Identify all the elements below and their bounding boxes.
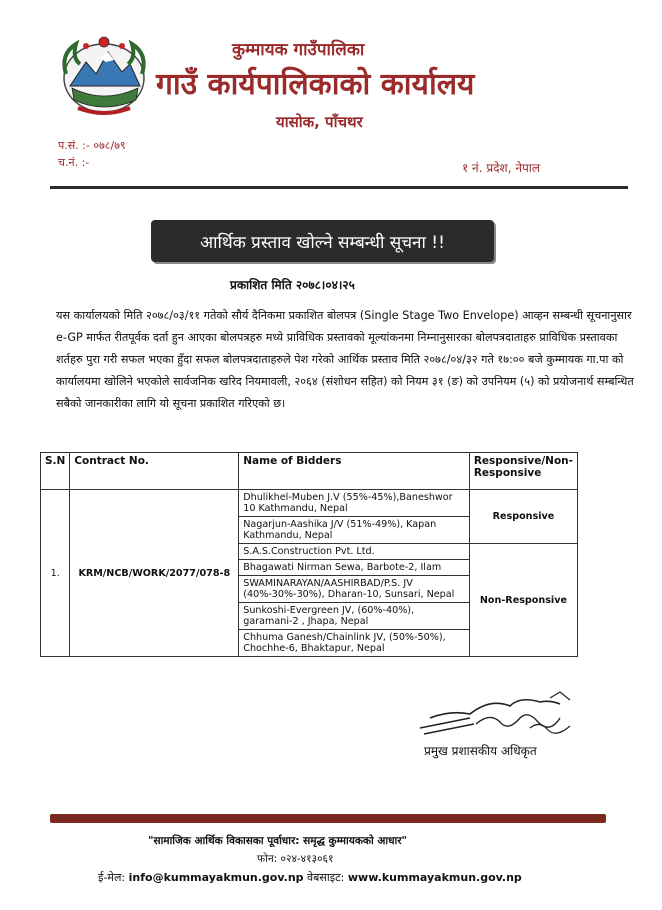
header-responsive: Responsive/Non-Responsive <box>469 453 577 490</box>
status-responsive: Responsive <box>469 490 577 544</box>
footer-divider <box>50 814 606 823</box>
handwritten-signature <box>410 688 590 748</box>
province-label: १ नं. प्रदेश, नेपाल <box>462 161 541 175</box>
notice-body: यस कार्यालयको मिति २०७८/०३/११ गतेको सौर्य दैनिकमा प्रकाशित बोलपत्र (Single Stage Two Envelope) आव्हन सम्बन्धी सूचनानुसार e-GP मार्फत रीतपूर्वक दर्ता हुन आएका बोलपत्रहरु मध्ये प्राविधिक प्रस्तावको मूल्यांकनमा निम्नानुसारका बोलपत्रदाताहरु प्राविधिक प्रस्तावका शर्तहरु पुरा गरी सफल भएका हुँदा सफल बोलपत्रदाताहरुले पेश गरेको आर्थिक प्रस्ताव मिति २०७८/०४/३२ गते १७:०० बजे कुम्मायक गा.पा को कार्यालयमा खोलिने भएकोले सार्वजनिक खरिद नियमावली, २०६४ (संशोधन सहित) को नियम ३१ (ङ) को उपनियम (५) को प्रयोजनार्थ सम्बन्धित सबैको जानकारीका लागि यो सूचना प्रकाशित गरिएको छ। <box>56 309 634 410</box>
sn-cell: 1. <box>41 490 70 657</box>
org-address: यासोक, पाँचथर <box>276 113 363 131</box>
header-contract-no: Contract No. <box>70 453 239 490</box>
org-name-office: गाउँ कार्यपालिकाको कार्यालय <box>156 67 475 102</box>
bidder-cell: S.A.S.Construction Pvt. Ltd. <box>239 544 470 560</box>
email-label: ई-मेल: <box>98 871 126 884</box>
published-date: प्रकाशित मिति २०७८।०४।२५ <box>230 278 355 292</box>
bidder-cell: Chhuma Ganesh/Chainlink JV, (50%-50%), Chochhe-6, Bhaktapur, Nepal <box>239 630 470 657</box>
header-divider <box>50 186 628 189</box>
bidder-cell: Dhulikhel-Muben J.V (55%-45%),Baneshwor 10 Kathmandu, Nepal <box>239 490 470 517</box>
email-link[interactable]: info@kummayakmun.gov.np <box>128 871 304 884</box>
org-name-municipality: कुम्मायक गाउँपालिका <box>232 40 365 60</box>
header-sn: S.N <box>41 453 70 490</box>
contract-no-cell: KRM/NCB/WORK/2077/078-8 <box>70 490 239 657</box>
header-bidders: Name of Bidders <box>239 453 470 490</box>
letter-chn-number: च.नं. :- <box>58 156 90 169</box>
footer-slogan: "सामाजिक आर्थिक विकासका पूर्वाधार: समृद्ध कुम्मायकको आधार" <box>148 835 408 847</box>
signatory-title: प्रमुख प्रशासकीय अधिकृत <box>424 744 537 758</box>
bidder-cell: Bhagawati Nirman Sewa, Barbote-2, Ilam <box>239 560 470 576</box>
website-link[interactable]: www.kummayakmun.gov.np <box>347 871 522 884</box>
bidder-cell: SWAMINARAYAN/AASHIRBAD/P.S. JV (40%-30%-30%), Dharan-10, Sunsari, Nepal <box>239 576 470 603</box>
table-header-row <box>41 453 578 490</box>
footer-phone: फोन: ०२४-४१३०६१ <box>257 853 334 865</box>
bidders-table <box>40 452 578 657</box>
bidder-cell: Nagarjun-Aashika J/V (51%-49%), Kapan Kathmandu, Nepal <box>239 517 470 544</box>
status-non-responsive: Non-Responsive <box>469 544 577 657</box>
table-row <box>41 490 578 517</box>
footer-contact <box>98 870 522 885</box>
notice-title: आर्थिक प्रस्ताव खोल्ने सम्बन्धी सूचना !! <box>151 220 494 262</box>
bidder-cell: Sunkoshi-Evergreen JV, (60%-40%), garamani-2 , Jhapa, Nepal <box>239 603 470 630</box>
nepal-emblem-icon <box>56 34 152 118</box>
letter-ps-number: प.सं. :- ०७८/७९ <box>58 139 126 152</box>
website-label: वेबसाइट: <box>307 871 345 884</box>
